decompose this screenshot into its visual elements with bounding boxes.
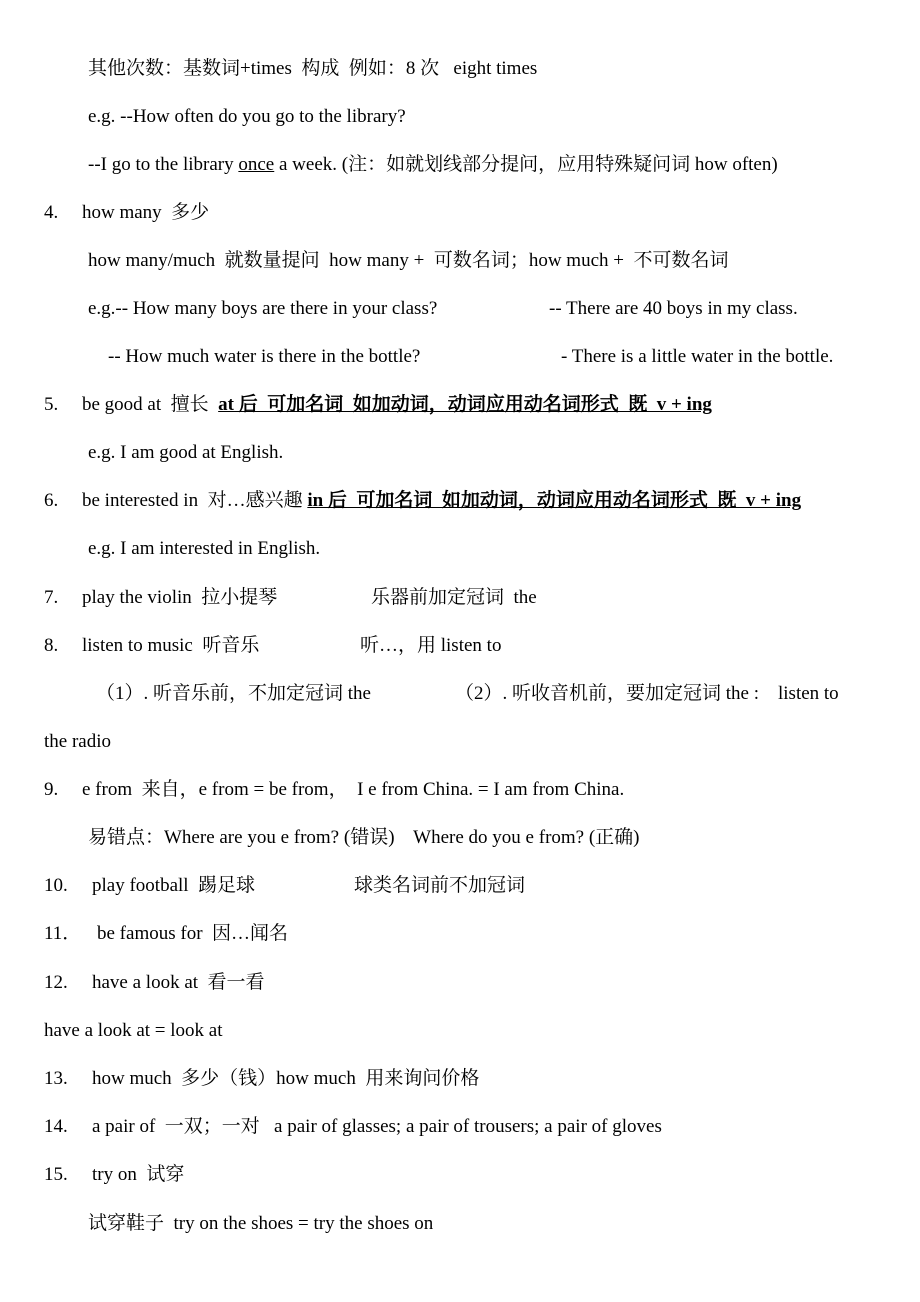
line-text: the radio	[44, 731, 112, 752]
item-phrase: be interested in 对…感兴趣	[82, 490, 308, 511]
item-note: 球类名词前不加冠词	[354, 875, 526, 896]
example-question: -- How much water is there in the bottle?	[108, 346, 421, 367]
line-text: how many/much 就数量提问 how many + 可数名词；how much + 不可数名词	[88, 250, 729, 271]
item-number: 8.	[44, 635, 59, 656]
line-1: 其他次数：基数词+times 构成 例如：8 次 eight times	[88, 58, 538, 79]
item-number: 4.	[44, 202, 59, 223]
item-number: 5.	[44, 394, 59, 415]
bold-note: in 后 可加名词 如加动词，动词应用动名词形式 既 v + ing	[307, 490, 802, 511]
line-text: have a look at = look at	[44, 1020, 223, 1041]
line-3-pre: --I go to the library	[88, 154, 239, 175]
item-text	[82, 393, 712, 417]
item-text: a pair of 一双；一对 a pair of glasses; a pair of trousers; a pair of gloves	[92, 1116, 662, 1137]
item-note: 乐器前加定冠词 the	[371, 587, 537, 608]
item-text: play football 踢足球	[92, 875, 256, 896]
item-number: 11．	[44, 923, 82, 944]
example-answer: - There is a little water in the bottle.	[561, 346, 834, 367]
item-number: 9.	[44, 779, 59, 800]
item-text: how much 多少（钱）how much 用来询问价格	[92, 1068, 480, 1089]
line-text: e.g. I am good at English.	[88, 442, 284, 463]
example-answer: -- There are 40 boys in my class.	[549, 298, 798, 319]
item-text: listen to music 听音乐	[82, 635, 260, 656]
item-number: 10.	[44, 875, 68, 896]
item-text: have a look at 看一看	[92, 972, 265, 993]
note-1: （1）. 听音乐前，不加定冠词 the	[96, 683, 371, 704]
item-phrase: be good at 擅长	[82, 394, 219, 415]
item-number: 6.	[44, 490, 59, 511]
item-text: how many 多少	[82, 202, 210, 223]
line-3	[88, 153, 778, 177]
underlined-word: once	[238, 154, 275, 175]
item-number: 14.	[44, 1116, 68, 1137]
item-text: e from 来自，e from = be from， I e from China. = I am from China.	[82, 779, 625, 800]
item-number: 7.	[44, 587, 59, 608]
note-2: （2）. 听收音机前，要加定冠词 the : listen to	[455, 683, 839, 704]
item-number: 15.	[44, 1164, 68, 1185]
line-text: 试穿鞋子 try on the shoes = try the shoes on	[88, 1213, 434, 1234]
line-2: e.g. --How often do you go to the library?	[88, 106, 406, 127]
item-text	[82, 489, 801, 513]
item-number: 13.	[44, 1068, 68, 1089]
item-text: be famous for 因…闻名	[97, 923, 289, 944]
line-text: 易错点：Where are you e from? (错误) Where do you e from? (正确)	[88, 827, 640, 848]
line-3-post: a week. (注：如就划线部分提问，应用特殊疑问词 how often)	[274, 154, 778, 175]
item-note: 听…，用 listen to	[360, 635, 502, 656]
item-text: play the violin 拉小提琴	[82, 587, 278, 608]
item-text: try on 试穿	[92, 1164, 185, 1185]
example-question: e.g.-- How many boys are there in your class?	[88, 298, 438, 319]
item-number: 12.	[44, 972, 68, 993]
line-text: e.g. I am interested in English.	[88, 538, 321, 559]
bold-note: at 后 可加名词 如加动词，动词应用动名词形式 既 v + ing	[218, 394, 712, 415]
